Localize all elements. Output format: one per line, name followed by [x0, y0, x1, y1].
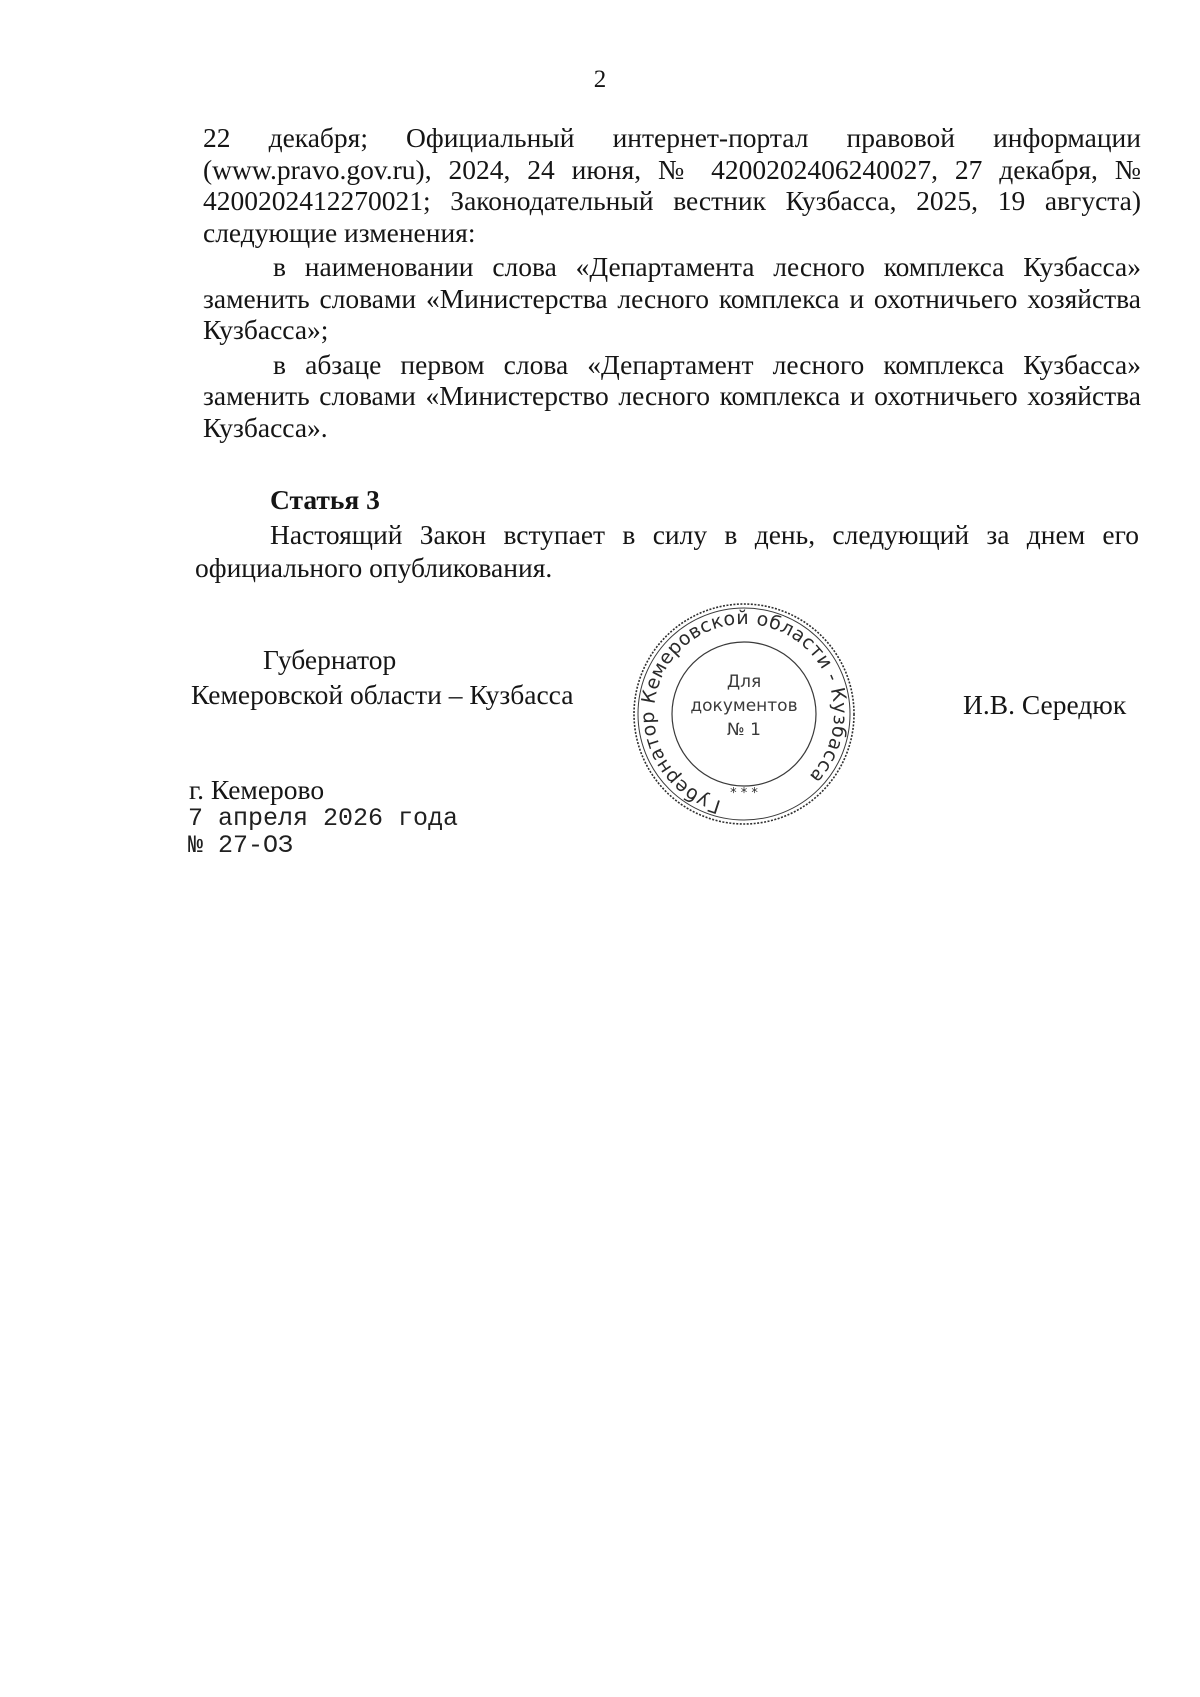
- intro-paragraph: 22 декабря; Официальный интернет-портал правовой информации (www.pravo.gov.ru), 2024, 24 июня, № 4200202406240027, 27 декабря, № 4200202412270021; Законодательный вестник Кузбасса, 2025, 19 августа) следующие изменения:: [203, 122, 1141, 248]
- signatory-name: И.В. Середюк: [963, 689, 1127, 720]
- signing-city: г. Кемерово: [189, 774, 325, 805]
- law-body-text: [203, 122, 1141, 443]
- article-heading: Статья 3: [270, 484, 380, 515]
- seal-center-line-1: Для: [726, 672, 762, 692]
- law-number: № 27-ОЗ: [188, 831, 294, 860]
- article-paragraph: Настоящий Закон вступает в силу в день, следующий за днем его официального опубликования.: [195, 519, 1139, 583]
- article-text: [195, 518, 1139, 584]
- signing-date: 7 апреля 2026 года: [188, 804, 459, 833]
- signatory-region: Кемеровской области – Кузбасса: [191, 679, 574, 710]
- seal-center-line-3: № 1: [727, 720, 761, 740]
- page-number: 2: [593, 66, 607, 93]
- seal-center-line-2: документов: [690, 696, 798, 716]
- change-item-first-paragraph: в абзаце первом слова «Департамент лесного комплекса Кузбасса» заменить словами «Министерство лесного комплекса и охотничьего хозяйства Кузбасса».: [203, 348, 1141, 443]
- official-seal: [631, 601, 857, 827]
- seal-ring-text: Губернатор Кемеровской области - Кузбасса: [636, 606, 852, 818]
- signatory-position: Губернатор: [263, 644, 397, 675]
- seal-stars: * * *: [730, 786, 758, 801]
- change-item-title: в наименовании слова «Департамента лесного комплекса Кузбасса» заменить словами «Министерства лесного комплекса и охотничьего хозяйства Кузбасса»;: [203, 251, 1141, 345]
